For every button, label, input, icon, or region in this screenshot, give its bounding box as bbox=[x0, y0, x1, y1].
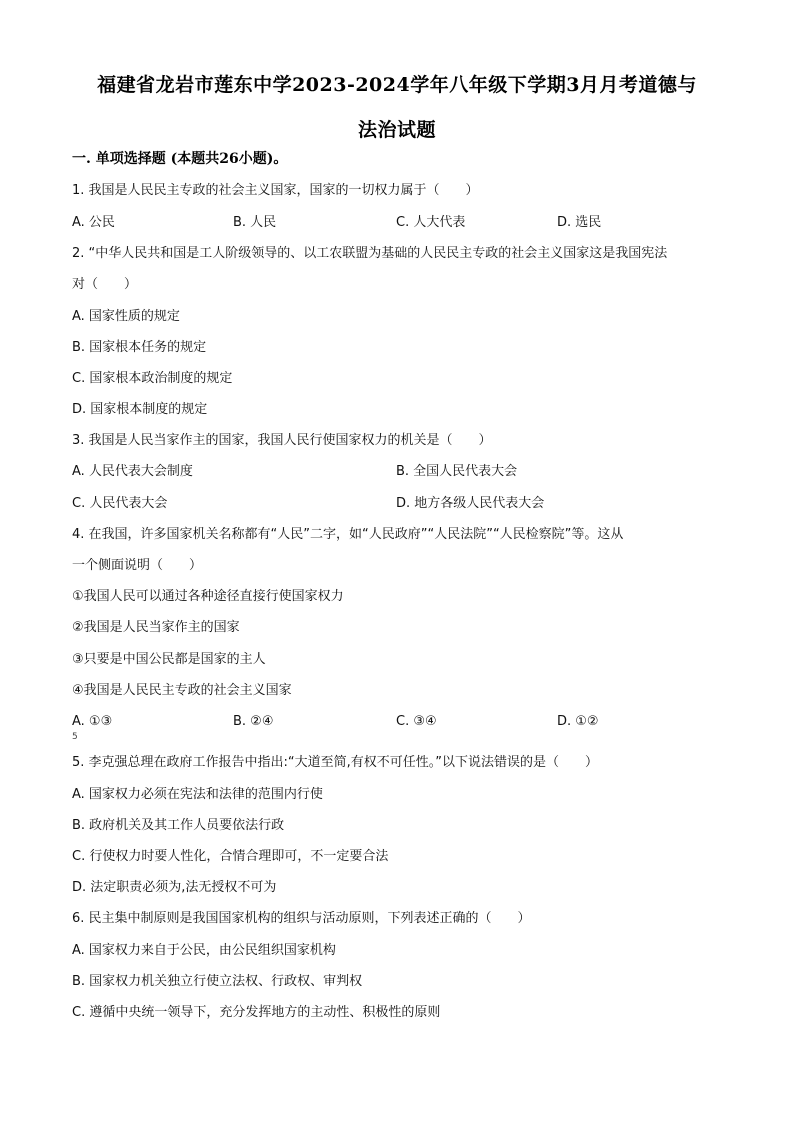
question-2-option-b: B. 国家根本任务的规定 bbox=[72, 340, 207, 355]
question-2-stem-line-2: 对（ ） bbox=[72, 277, 138, 292]
question-3-option-d: D. 地方各级人民代表大会 bbox=[396, 496, 545, 511]
question-3-stem: 3. 我国是人民当家作主的国家，我国人民行使国家权力的机关是（ ） bbox=[72, 433, 492, 448]
question-2-stem-line-1: 2. “中华人民共和国是工人阶级领导的、以工农联盟为基础的人民民主专政的社会主义国家这是我国宪法 bbox=[72, 246, 668, 261]
document-title-line-2: 法治试题 bbox=[357, 119, 436, 141]
question-4-statement-1: ①我国人民可以通过各种途径直接行使国家权力 bbox=[72, 589, 344, 604]
question-4-statement-4: ④我国是人民民主专政的社会主义国家 bbox=[72, 683, 292, 698]
question-4-statement-3: ③只要是中国公民都是国家的主人 bbox=[72, 652, 266, 667]
question-4-option-b: B. ②④ bbox=[233, 714, 274, 729]
question-6-stem: 6. 民主集中制原则是我国国家机构的组织与活动原则，下列表述正确的（ ） bbox=[72, 911, 531, 926]
question-2-option-a: A. 国家性质的规定 bbox=[72, 309, 180, 324]
question-5-option-b: B. 政府机关及其工作人员要依法行政 bbox=[72, 818, 285, 833]
question-4-option-d: D. ①② bbox=[557, 714, 599, 729]
question-6-option-c: C. 遵循中央统一领导下，充分发挥地方的主动性、积极性的原则 bbox=[72, 1005, 441, 1020]
question-1-stem: 1. 我国是人民民主专政的社会主义国家，国家的一切权力属于（ ） bbox=[72, 183, 479, 198]
question-4-option-c: C. ③④ bbox=[396, 714, 437, 729]
question-5-option-c: C. 行使权力时要人性化，合情合理即可，不一定要合法 bbox=[72, 849, 389, 864]
question-1-option-d: D. 选民 bbox=[557, 215, 602, 230]
question-4-stem-line-2: 一个侧面说明（ ） bbox=[72, 558, 203, 573]
question-3-option-c: C. 人民代表大会 bbox=[72, 496, 168, 511]
question-1-option-c: C. 人大代表 bbox=[396, 215, 466, 230]
document-title-line-1: 福建省龙岩市莲东中学2023-2024学年八年级下学期3月月考道德与 bbox=[97, 74, 697, 96]
question-1-option-b: B. 人民 bbox=[233, 215, 277, 230]
question-3-option-a: A. 人民代表大会制度 bbox=[72, 464, 193, 479]
question-6-option-b: B. 国家权力机关独立行使立法权、行政权、审判权 bbox=[72, 974, 363, 989]
question-2-option-d: D. 国家根本制度的规定 bbox=[72, 402, 208, 417]
question-2-option-c: C. 国家根本政治制度的规定 bbox=[72, 371, 233, 386]
section-heading: 一. 单项选择题 (本题共26小题)。 bbox=[72, 151, 288, 167]
question-5-stem: 5. 李克强总理在政府工作报告中指出:“大道至简,有权不可任性。”以下说法错误的是（ ） bbox=[72, 755, 599, 770]
question-1-option-a: A. 公民 bbox=[72, 215, 115, 230]
question-4-statement-2: ②我国是人民当家作主的国家 bbox=[72, 620, 240, 635]
question-4-option-a: A. ①③ bbox=[72, 714, 113, 729]
question-6-option-a: A. 国家权力来自于公民，由公民组织国家机构 bbox=[72, 943, 336, 958]
question-3-option-b: B. 全国人民代表大会 bbox=[396, 464, 518, 479]
stray-mark: 5 bbox=[72, 732, 78, 742]
question-5-option-d: D. 法定职责必须为,法无授权不可为 bbox=[72, 880, 277, 895]
question-4-stem-line-1: 4. 在我国，许多国家机关名称都有“人民”二字，如“人民政府”“人民法院”“人民检察院”等。这从 bbox=[72, 527, 624, 542]
question-5-option-a: A. 国家权力必须在宪法和法律的范围内行使 bbox=[72, 787, 323, 802]
